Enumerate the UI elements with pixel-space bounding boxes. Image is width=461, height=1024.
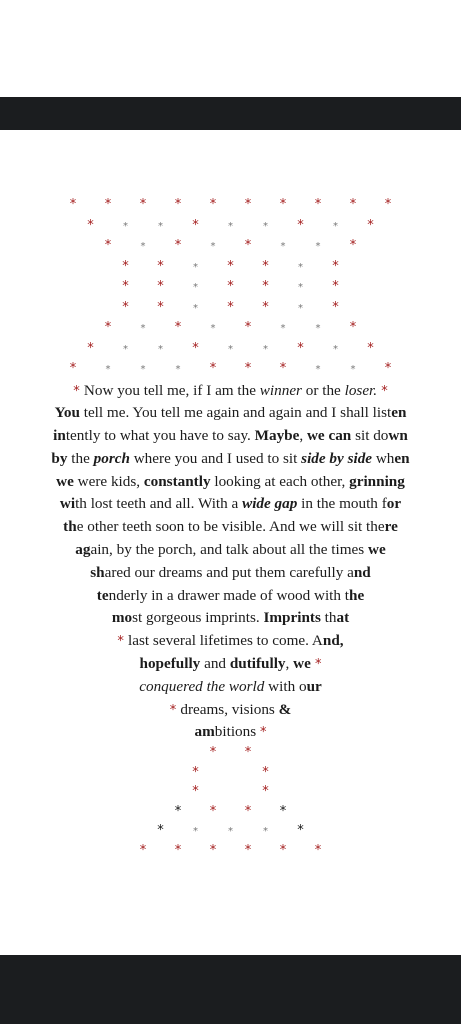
text-segment: and — [200, 655, 230, 673]
star-row: * * * * * — [157, 823, 304, 838]
text-segment: the — [67, 449, 94, 467]
poem-line — [0, 653, 461, 676]
text-segment: bitions — [214, 723, 260, 741]
star-row: * * * * * * — [139, 842, 322, 858]
text-segment: looking at each other, — [210, 472, 350, 490]
text-segment: he — [349, 586, 365, 604]
star-row: * * — [192, 764, 269, 780]
text-segment: th — [63, 518, 77, 536]
text-segment: grinning — [349, 472, 405, 490]
star-row: * * * * * * * — [122, 279, 339, 294]
text-segment: we — [368, 541, 386, 559]
text-segment: porch — [93, 449, 130, 467]
text-segment: te — [96, 586, 109, 604]
text-segment: Maybe — [254, 427, 300, 445]
star-row: * * * * * * * * — [104, 238, 357, 253]
text-segment: we — [56, 472, 74, 490]
text-segment: & — [278, 700, 292, 718]
text-segment: Imprints — [263, 609, 321, 627]
text-segment: were kids, — [73, 472, 144, 490]
text-segment: hopefully — [139, 655, 201, 673]
text-segment: with o — [264, 677, 307, 695]
poem-line — [0, 630, 461, 653]
poem-line — [0, 699, 461, 722]
poem-line — [0, 402, 461, 425]
text-segment: dutifully — [229, 655, 286, 673]
text-segment: ag — [75, 541, 91, 559]
text-segment: ain, by the porch, and talk about all the times — [90, 541, 368, 559]
bottom-bar — [0, 955, 461, 1024]
star-row: * * * * * * * * * — [87, 217, 374, 233]
text-segment: constantly — [143, 472, 211, 490]
poem-line — [0, 380, 461, 403]
poem — [0, 195, 461, 744]
star-mark: * — [73, 383, 84, 399]
star-mark: * — [117, 634, 129, 650]
top-bar — [0, 97, 461, 130]
poem-line — [0, 493, 461, 516]
text-segment: tell me. You tell me again and again and I shall list — [79, 404, 392, 422]
text-segment: Now you tell me, if I am the — [83, 381, 260, 399]
star-row: * * * * — [174, 803, 287, 819]
text-segment: mo — [111, 609, 133, 627]
text-segment: nd — [353, 563, 371, 581]
text-segment: nd, — [322, 632, 344, 650]
text-segment: , — [285, 655, 294, 673]
text-segment: en — [394, 449, 410, 467]
star-mark: * — [310, 657, 322, 673]
poem-line — [0, 585, 461, 608]
poem-line — [0, 676, 461, 699]
star-mark: * — [169, 702, 181, 718]
text-segment: sh — [90, 563, 105, 581]
poem-line — [0, 516, 461, 539]
text-segment: wide gap — [242, 495, 298, 513]
star-row: * * * * * * * * * * — [69, 361, 392, 376]
text-segment: where you and I used to sit — [129, 449, 302, 467]
text-segment: tently to what you have to say. — [65, 427, 255, 445]
star-row: * * — [192, 784, 269, 799]
poem-line — [0, 539, 461, 562]
text-segment: wn — [388, 427, 408, 445]
text-segment: th lost teeth and all. With a — [75, 495, 243, 513]
text-segment: th — [320, 609, 337, 627]
star-mark: * — [377, 383, 388, 399]
text-segment: nderly in a drawer made of wood with t — [108, 586, 350, 604]
text-segment: side by side — [301, 449, 373, 467]
text-segment: we can — [306, 427, 352, 445]
text-segment: we — [293, 655, 311, 673]
text-segment: wh — [372, 449, 395, 467]
text-segment: or — [386, 495, 402, 513]
poem-line — [0, 471, 461, 494]
poem-line — [0, 607, 461, 630]
text-segment: sit do — [351, 427, 389, 445]
text-segment: by — [51, 449, 68, 467]
text-segment: You — [54, 404, 80, 422]
text-segment: dreams, visions — [180, 700, 279, 718]
text-segment: e other teeth soon to be visible. And we will sit the — [76, 518, 385, 536]
poem-line — [0, 425, 461, 448]
text-segment: ared our dreams and put them carefully a — [104, 563, 354, 581]
star-row: * * * * * * * * * * — [69, 197, 392, 212]
bottom-star-shape — [0, 743, 461, 860]
star-row: * * * * * * * * * — [87, 340, 374, 356]
text-segment: ur — [306, 677, 322, 695]
star-row: * * — [209, 745, 252, 760]
text-segment: re — [384, 518, 398, 536]
poem-line — [0, 721, 461, 744]
text-segment: , — [299, 427, 307, 445]
star-row: * * * * * * * — [122, 258, 339, 274]
star-row: * * * * * * * — [122, 299, 339, 315]
text-segment: loser. — [344, 381, 378, 399]
text-segment: conquered the world — [139, 677, 265, 695]
text-segment: in the mouth f — [297, 495, 387, 513]
text-segment: en — [391, 404, 407, 422]
text-segment: last several lifetimes to come. A — [128, 632, 323, 650]
star-mark: * — [259, 725, 267, 741]
text-segment: winner — [259, 381, 302, 399]
text-segment: st gorgeous imprints. — [132, 609, 264, 627]
text-segment: or the — [301, 381, 345, 399]
poem-line — [0, 448, 461, 471]
text-segment: wi — [59, 495, 76, 513]
text-segment: at — [336, 609, 350, 627]
poem-line — [0, 562, 461, 585]
text-segment: in — [53, 427, 66, 445]
text-segment: am — [194, 723, 215, 741]
star-row: * * * * * * * * — [104, 320, 357, 335]
